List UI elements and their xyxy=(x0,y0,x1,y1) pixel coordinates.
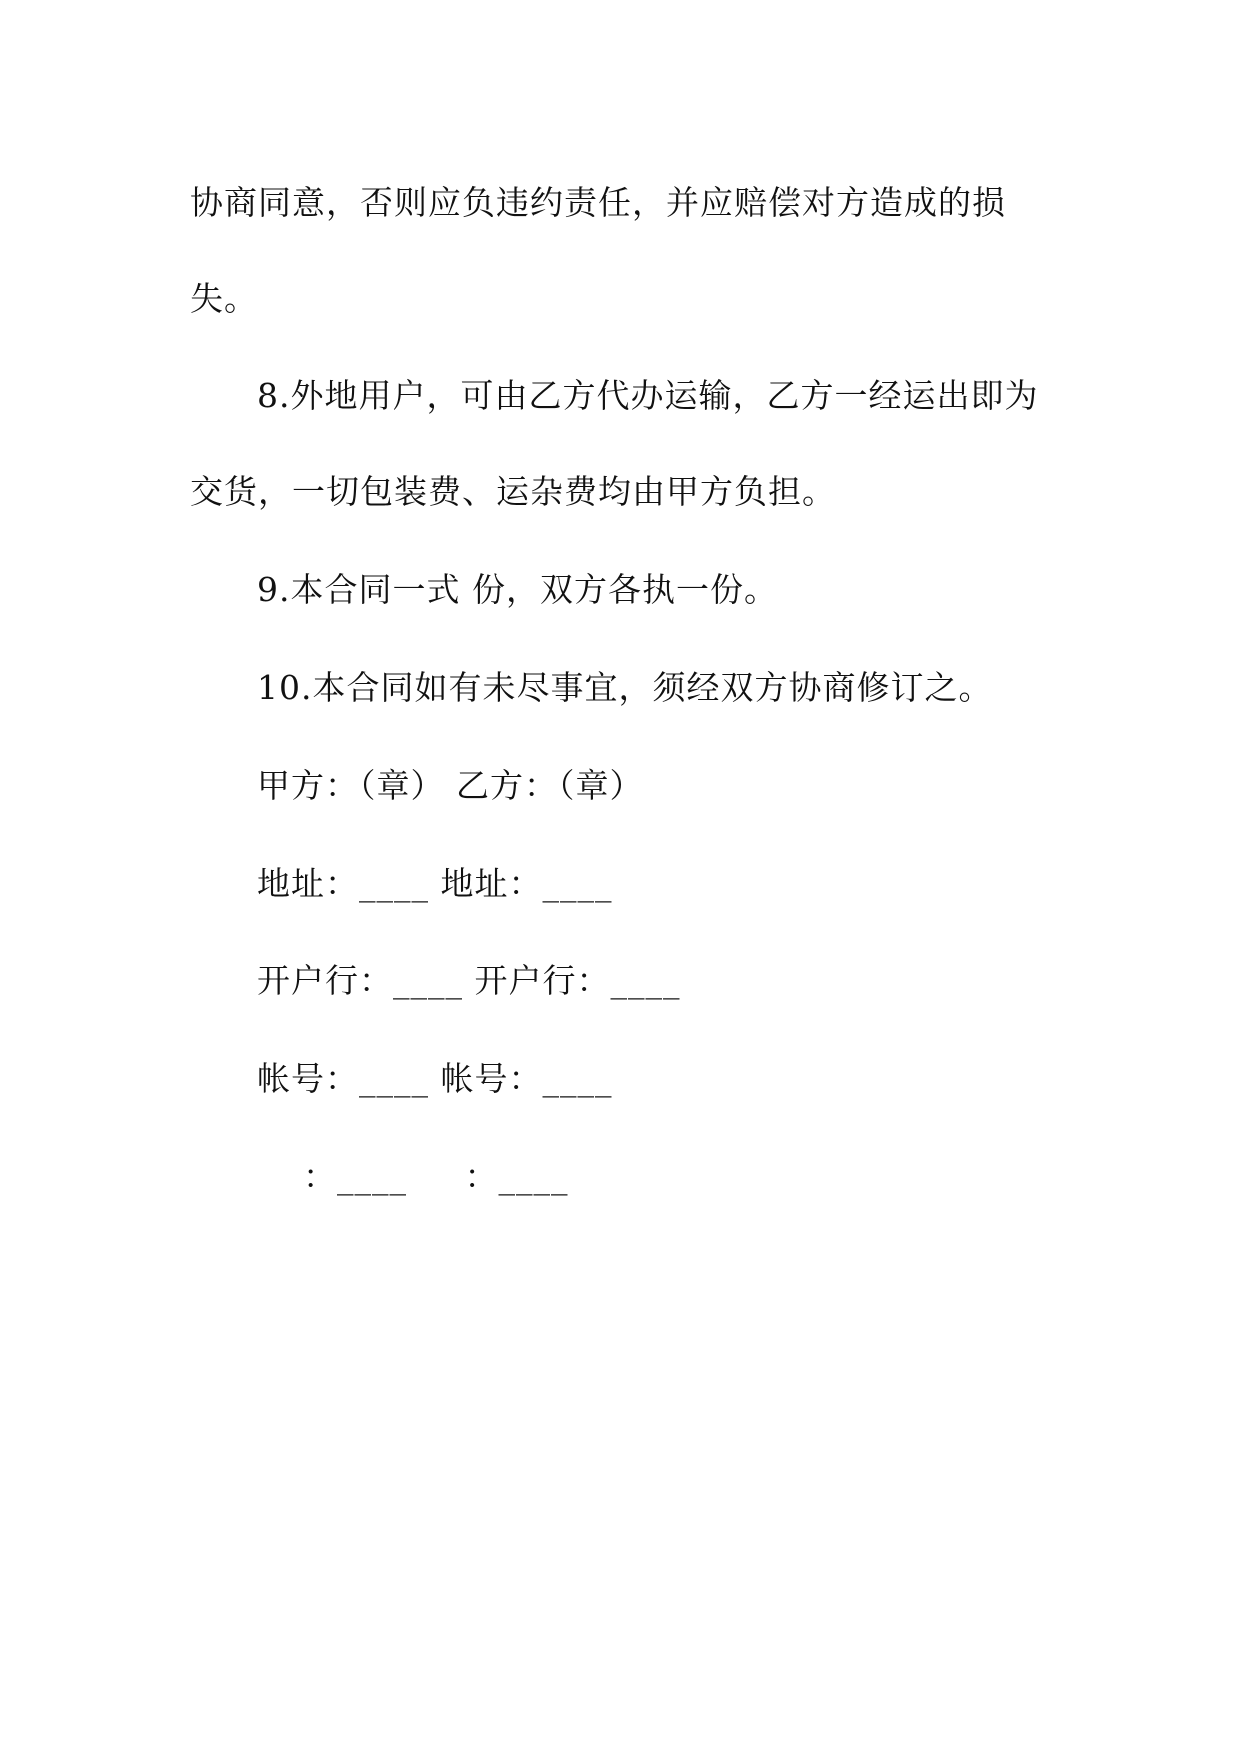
clause-8-line-1: 8.外地用户，可由乙方代办运输，乙方一经运出即为 xyxy=(257,376,1039,415)
extra-field-line: ：____ ：____ xyxy=(303,1157,569,1196)
clause-9: 9.本合同一式 份，双方各执一份。 xyxy=(257,570,778,609)
clause-8-line-2: 交货，一切包装费、运杂费均由甲方负担。 xyxy=(190,472,836,511)
account-line: 帐号：____ 帐号：____ xyxy=(257,1059,613,1098)
party-seal-line: 甲方：（章） 乙方：（章） xyxy=(257,766,644,805)
text-line-1: 协商同意，否则应负违约责任，并应赔偿对方造成的损 xyxy=(190,183,1006,222)
clause-10: 10.本合同如有未尽事宜，须经双方协商修订之。 xyxy=(257,668,993,707)
bank-line: 开户行：____ 开户行：____ xyxy=(257,961,681,1000)
address-line: 地址：____ 地址：____ xyxy=(257,864,613,903)
text-line-2: 失。 xyxy=(190,279,258,318)
